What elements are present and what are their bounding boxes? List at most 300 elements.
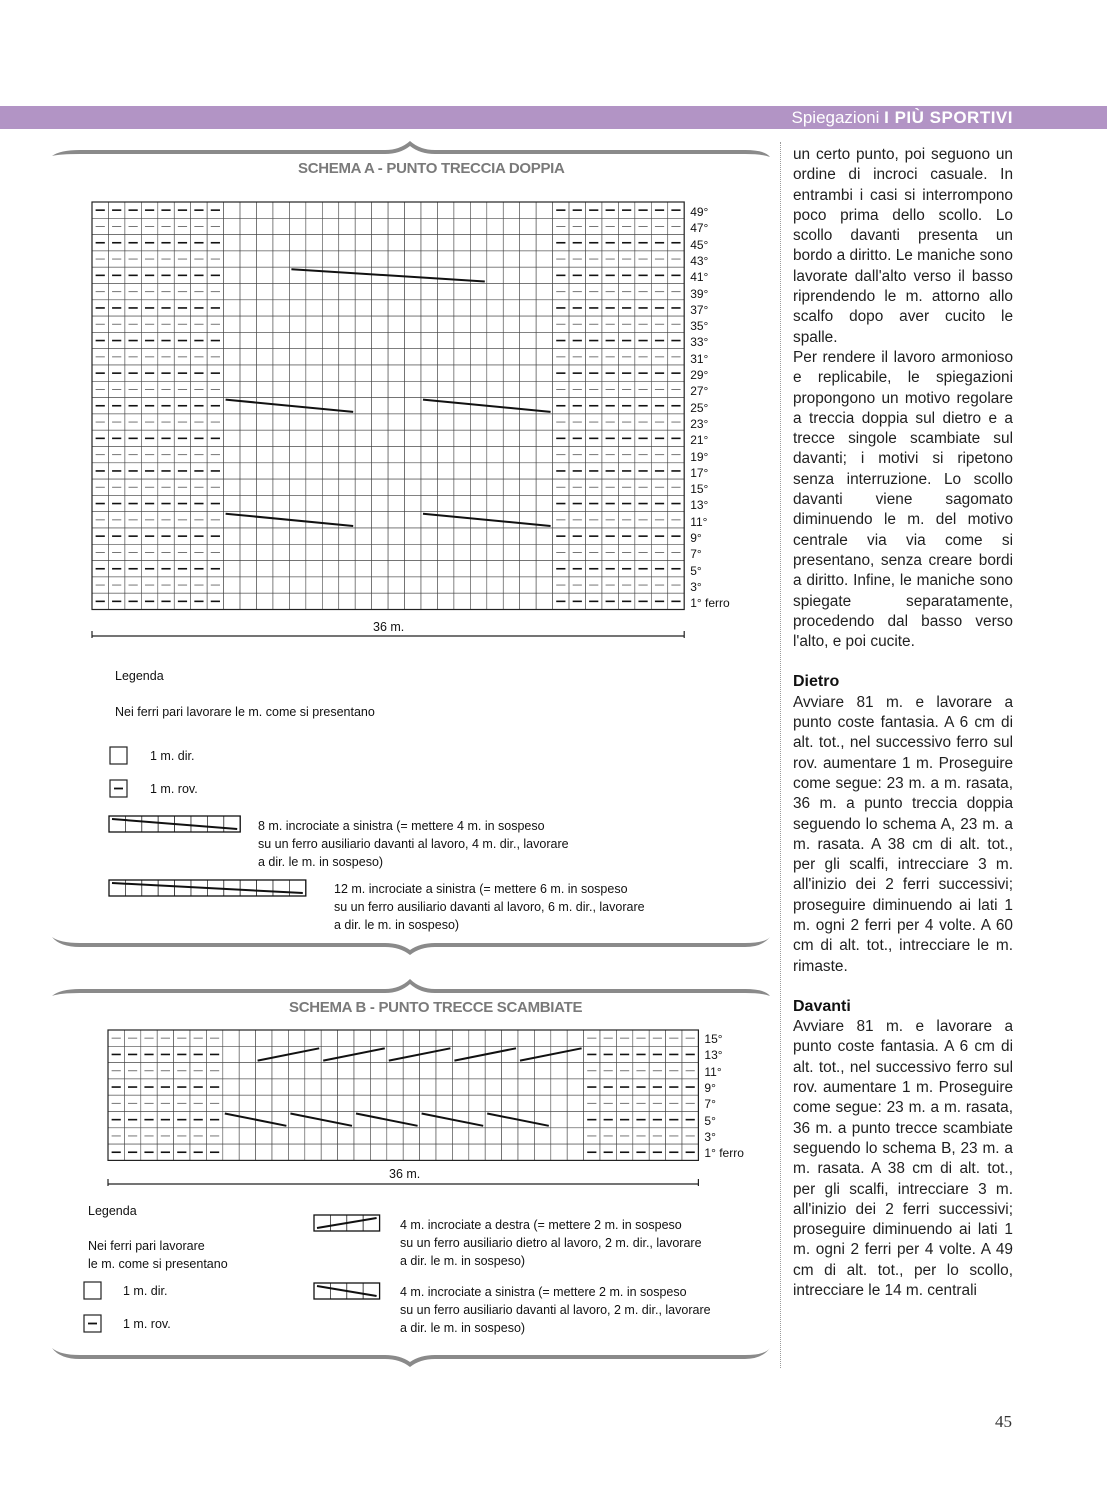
chart-cell: [322, 398, 338, 414]
legend-cable-cell: [125, 816, 141, 832]
header-kicker: Spiegazioni: [791, 108, 880, 127]
chart-cell: [503, 398, 519, 414]
chart-cell: [420, 1079, 436, 1095]
chart-cell: [240, 495, 256, 511]
chart-cell: [257, 332, 273, 348]
chart-cell: [487, 251, 503, 267]
schema-a-row-label: 35°: [690, 319, 709, 334]
chart-cell: [306, 577, 322, 593]
chart-cell: [520, 512, 536, 528]
chart-cell: [469, 1128, 485, 1144]
chart-cell: [355, 381, 371, 397]
chart-cell: [503, 218, 519, 234]
schema-b-grid: [108, 1030, 698, 1186]
chart-cell: [503, 463, 519, 479]
chart-cell: [421, 593, 437, 609]
chart-cell: [240, 316, 256, 332]
chart-cell: [306, 561, 322, 577]
instructions-column: [793, 145, 1013, 1301]
chart-cell: [503, 495, 519, 511]
chart-cell: [536, 593, 552, 609]
chart-cell: [469, 1063, 485, 1079]
chart-cell: [272, 1144, 288, 1160]
chart-cell: [437, 218, 453, 234]
chart-cell: [487, 479, 503, 495]
intro-paragraph-1: un certo punto, poi seguono un ordine di incroci casuale. In entrambi i casi si interrompono poco prima dello scollo. Lo scollo davanti presenta un bordo a diritto. Le maniche sono lavorate dall'alto verso il basso riprendendo le m. attorno allo scalfo dopo aver cucito le spalle.: [793, 146, 1013, 346]
chart-cell: [485, 1030, 501, 1046]
chart-cell: [452, 1079, 468, 1095]
chart-cell: [240, 251, 256, 267]
chart-cell: [388, 577, 404, 593]
chart-cell: [470, 561, 486, 577]
legend-cable-cell: [257, 880, 273, 896]
chart-cell: [388, 414, 404, 430]
chart-cell: [338, 1128, 354, 1144]
chart-cell: [305, 1128, 321, 1144]
chart-cell: [387, 1128, 403, 1144]
chart-cell: [503, 316, 519, 332]
chart-cell: [224, 561, 240, 577]
chart-cell: [551, 1095, 567, 1111]
chart-cell: [240, 300, 256, 316]
schema-a-row-label: 49°: [690, 205, 709, 219]
chart-cell: [405, 251, 421, 267]
chart-cell: [470, 300, 486, 316]
chart-cell: [273, 479, 289, 495]
chart-cell: [388, 463, 404, 479]
chart-cell: [536, 463, 552, 479]
chart-cell: [306, 430, 322, 446]
chart-cell: [403, 1128, 419, 1144]
chart-cell: [485, 1063, 501, 1079]
frame-a-bottom: [52, 937, 770, 955]
chart-cell: [503, 414, 519, 430]
chart-cell: [567, 1112, 583, 1128]
chart-cell: [520, 463, 536, 479]
chart-cell: [339, 447, 355, 463]
chart-cell: [452, 1063, 468, 1079]
chart-cell: [288, 1144, 304, 1160]
chart-cell: [355, 463, 371, 479]
chart-cell: [338, 1095, 354, 1111]
chart-cell: [355, 398, 371, 414]
chart-cell: [339, 284, 355, 300]
chart-cell: [339, 430, 355, 446]
chart-cell: [339, 316, 355, 332]
chart-cell: [289, 561, 305, 577]
chart-cell: [437, 447, 453, 463]
chart-cell: [338, 1079, 354, 1095]
chart-cell: [273, 235, 289, 251]
schema-b-legend-cable-left: 4 m. incrociate a sinistra (= mettere 2 m. in sospeso su un ferro ausiliario davanti al lavoro, 2 m. dir., lavorare a dir. le m. in sospeso): [400, 1285, 711, 1335]
chart-cell: [487, 447, 503, 463]
chart-cell: [372, 332, 388, 348]
chart-cell: [421, 495, 437, 511]
chart-cell: [321, 1030, 337, 1046]
chart-cell: [372, 512, 388, 528]
chart-cell: [437, 381, 453, 397]
chart-cell: [520, 284, 536, 300]
davanti-heading: Davanti: [793, 997, 851, 1015]
chart-cell: [437, 235, 453, 251]
chart-cell: [520, 349, 536, 365]
chart-cell: [273, 561, 289, 577]
chart-cell: [370, 1128, 386, 1144]
chart-cell: [321, 1095, 337, 1111]
schema-a-row-label: 9°: [690, 531, 702, 545]
chart-cell: [567, 1144, 583, 1160]
chart-cell: [388, 528, 404, 544]
chart-cell: [503, 349, 519, 365]
chart-cell: [520, 479, 536, 495]
chart-cell: [536, 251, 552, 267]
chart-cell: [306, 349, 322, 365]
chart-cell: [487, 349, 503, 365]
chart-cell: [388, 544, 404, 560]
chart-cell: [224, 414, 240, 430]
chart-cell: [503, 479, 519, 495]
chart-cell: [487, 561, 503, 577]
chart-cell: [370, 1095, 386, 1111]
chart-cell: [454, 577, 470, 593]
chart-cell: [322, 414, 338, 430]
chart-cell: [388, 512, 404, 528]
schema-a-row-label: 21°: [690, 433, 709, 448]
chart-cell: [536, 218, 552, 234]
chart-cell: [240, 349, 256, 365]
chart-cell: [355, 316, 371, 332]
chart-cell: [518, 1079, 534, 1095]
chart-cell: [256, 1030, 272, 1046]
chart-cell: [273, 414, 289, 430]
chart-cell: [355, 447, 371, 463]
chart-cell: [437, 284, 453, 300]
chart-cell: [372, 398, 388, 414]
chart-cell: [273, 300, 289, 316]
chart-cell: [224, 365, 240, 381]
chart-cell: [520, 381, 536, 397]
chart-cell: [306, 544, 322, 560]
schema-b-legend-title: Legenda: [88, 1204, 137, 1218]
chart-cell: [289, 202, 305, 218]
chart-cell: [487, 365, 503, 381]
chart-cell: [520, 398, 536, 414]
chart-cell: [469, 1079, 485, 1095]
chart-cell: [339, 349, 355, 365]
chart-cell: [355, 300, 371, 316]
chart-cell: [421, 577, 437, 593]
chart-cell: [224, 577, 240, 593]
chart-cell: [437, 349, 453, 365]
chart-cell: [322, 218, 338, 234]
chart-cell: [306, 463, 322, 479]
chart-cell: [306, 218, 322, 234]
chart-cell: [470, 284, 486, 300]
chart-cell: [355, 202, 371, 218]
chart-cell: [454, 365, 470, 381]
chart-cell: [551, 1112, 567, 1128]
chart-cell: [503, 251, 519, 267]
chart-cell: [289, 316, 305, 332]
chart-cell: [355, 251, 371, 267]
chart-cell: [239, 1030, 255, 1046]
chart-cell: [567, 1079, 583, 1095]
schema-b-legend-knit: 1 m. dir.: [123, 1284, 168, 1298]
chart-cell: [470, 218, 486, 234]
chart-cell: [470, 365, 486, 381]
chart-cell: [421, 381, 437, 397]
schema-b-row-label: 3°: [704, 1129, 716, 1144]
chart-cell: [452, 1128, 468, 1144]
chart-cell: [240, 284, 256, 300]
chart-cell: [272, 1030, 288, 1046]
chart-cell: [339, 414, 355, 430]
chart-cell: [240, 544, 256, 560]
chart-cell: [454, 251, 470, 267]
chart-cell: [306, 512, 322, 528]
schema-b-row-label: 15°: [704, 1032, 723, 1046]
chart-cell: [223, 1128, 239, 1144]
schema-a-row-label: 29°: [690, 368, 709, 382]
chart-cell: [354, 1128, 370, 1144]
frame-b-top: [52, 979, 770, 996]
schema-a-row-label: 17°: [690, 465, 709, 480]
chart-cell: [257, 284, 273, 300]
chart-cell: [437, 593, 453, 609]
chart-cell: [257, 479, 273, 495]
chart-cell: [454, 479, 470, 495]
chart-cell: [437, 528, 453, 544]
chart-cell: [322, 300, 338, 316]
schema-a-title: SCHEMA A - PUNTO TRECCIA DOPPIA: [298, 160, 565, 177]
chart-cell: [372, 544, 388, 560]
legend-cable-cell: [224, 816, 240, 832]
chart-cell: [257, 398, 273, 414]
chart-cell: [240, 463, 256, 479]
chart-cell: [520, 251, 536, 267]
chart-cell: [257, 544, 273, 560]
chart-cell: [224, 349, 240, 365]
chart-cell: [520, 577, 536, 593]
chart-cell: [338, 1030, 354, 1046]
chart-cell: [224, 284, 240, 300]
chart-cell: [487, 528, 503, 544]
chart-cell: [405, 430, 421, 446]
chart-cell: [240, 577, 256, 593]
chart-cell: [354, 1063, 370, 1079]
chart-cell: [288, 1063, 304, 1079]
chart-cell: [273, 349, 289, 365]
chart-cell: [239, 1095, 255, 1111]
chart-cell: [420, 1030, 436, 1046]
chart-cell: [224, 300, 240, 316]
chart-cell: [288, 1095, 304, 1111]
chart-cell: [405, 544, 421, 560]
schema-a-row-label: 43°: [690, 253, 709, 268]
chart-cell: [437, 577, 453, 593]
chart-cell: [372, 316, 388, 332]
chart-cell: [405, 349, 421, 365]
chart-cell: [551, 1144, 567, 1160]
chart-cell: [387, 1063, 403, 1079]
chart-cell: [288, 1128, 304, 1144]
chart-cell: [437, 479, 453, 495]
chart-cell: [289, 251, 305, 267]
davanti-paragraph: Avviare 81 m. e lavorare a punto coste fantasia. A 6 cm di alt. tot., nel successivo ferro sul rov. aumentare 1 m. Proseguire come segue: 23 m. a m. rasata, 36 m. a punto trecce scambiate seguendo lo schema B, 23 m. a m. rasata. A 38 cm di alt. tot., per gli scalfi, intrecciare 3 m. all'inizio dei 2 ferri successivi; proseguire diminuendo ai lati 1 m. ogni 2 ferri per 4 volte. A 49 cm di alt. tot., per lo scollo, intrecciare le 14 m. centrali: [793, 1018, 1013, 1300]
chart-cell: [257, 251, 273, 267]
chart-cell: [339, 544, 355, 560]
chart-cell: [518, 1030, 534, 1046]
chart-cell: [257, 447, 273, 463]
chart-cell: [224, 235, 240, 251]
schema-a-row-label: 39°: [690, 286, 709, 301]
chart-cell: [257, 495, 273, 511]
chart-cell: [273, 332, 289, 348]
chart-cell: [339, 365, 355, 381]
chart-cell: [355, 218, 371, 234]
chart-cell: [388, 316, 404, 332]
chart-cell: [257, 316, 273, 332]
chart-cell: [487, 593, 503, 609]
chart-cell: [503, 332, 519, 348]
chart-cell: [421, 218, 437, 234]
chart-cell: [306, 251, 322, 267]
chart-cell: [405, 267, 421, 283]
schema-a-row-label: 15°: [690, 482, 709, 497]
chart-cell: [273, 218, 289, 234]
chart-cell: [520, 544, 536, 560]
chart-cell: [470, 251, 486, 267]
schema-a-row-label: 33°: [690, 335, 709, 350]
chart-cell: [289, 414, 305, 430]
chart-cell: [487, 284, 503, 300]
chart-cell: [452, 1144, 468, 1160]
chart-cell: [405, 463, 421, 479]
chart-cell: [518, 1063, 534, 1079]
chart-cell: [240, 235, 256, 251]
chart-cell: [224, 544, 240, 560]
chart-cell: [240, 479, 256, 495]
chart-cell: [405, 300, 421, 316]
chart-cell: [322, 202, 338, 218]
chart-cell: [405, 284, 421, 300]
chart-cell: [273, 381, 289, 397]
schema-a-row-label: 31°: [690, 351, 709, 366]
chart-cell: [273, 430, 289, 446]
chart-cell: [388, 398, 404, 414]
chart-cell: [223, 1046, 239, 1062]
schema-b-legend-note: Nei ferri pari lavorare le m. come si presentano: [88, 1239, 228, 1271]
chart-cell: [289, 365, 305, 381]
chart-cell: [454, 430, 470, 446]
chart-cell: [322, 332, 338, 348]
chart-cell: [454, 544, 470, 560]
chart-cell: [437, 267, 453, 283]
chart-cell: [534, 1063, 550, 1079]
chart-cell: [257, 430, 273, 446]
chart-cell: [487, 202, 503, 218]
chart-cell: [339, 218, 355, 234]
chart-cell: [322, 316, 338, 332]
chart-cell: [520, 202, 536, 218]
chart-cell: [487, 381, 503, 397]
chart-cell: [339, 577, 355, 593]
chart-cell: [405, 398, 421, 414]
schema-a-row-label: 11°: [690, 514, 708, 529]
chart-cell: [503, 512, 519, 528]
chart-cell: [503, 284, 519, 300]
chart-cell: [388, 430, 404, 446]
chart-cell: [470, 577, 486, 593]
chart-cell: [305, 1144, 321, 1160]
chart-cell: [536, 577, 552, 593]
chart-cell: [421, 479, 437, 495]
chart-cell: [487, 495, 503, 511]
chart-cell: [503, 561, 519, 577]
chart-cell: [257, 414, 273, 430]
chart-cell: [421, 300, 437, 316]
chart-cell: [551, 1128, 567, 1144]
legend-knit-symbol: [84, 1282, 101, 1299]
chart-cell: [454, 332, 470, 348]
chart-cell: [321, 1128, 337, 1144]
chart-cell: [503, 235, 519, 251]
chart-cell: [421, 349, 437, 365]
frame-b-bottom: [52, 1348, 770, 1367]
chart-cell: [405, 577, 421, 593]
dietro-paragraph: Avviare 81 m. e lavorare a punto coste fantasia. A 6 cm di alt. tot., nel successivo ferro sul rov. aumentare 1 m. Proseguire come segue: 23 m. a m. rasata, 36 m. a punto treccia doppia seguendo lo schema A, 23 m. a m. rasata. A 38 cm di alt. tot., per gli scalfi, intrecciare 3 m. all'inizio dei 2 ferri successivi; proseguire diminuendo ai lati 1 m. ogni 2 ferri per 4 volte. A 60 cm di alt. tot., intrecciare le m. rimaste.: [793, 693, 1013, 975]
schema-a-row-label: 3°: [690, 579, 702, 594]
chart-cell: [421, 528, 437, 544]
chart-cell: [339, 300, 355, 316]
chart-cell: [454, 349, 470, 365]
legend-knit-symbol: [110, 747, 127, 764]
chart-cell: [487, 316, 503, 332]
schema-a-row-label: 41°: [690, 270, 709, 285]
legend-cable-cell: [207, 816, 223, 832]
schema-b-row-label: 13°: [704, 1048, 723, 1063]
chart-cell: [372, 235, 388, 251]
chart-cell: [372, 528, 388, 544]
chart-cell: [387, 1095, 403, 1111]
chart-cell: [520, 365, 536, 381]
chart-cell: [289, 235, 305, 251]
chart-cell: [388, 300, 404, 316]
chart-cell: [239, 1128, 255, 1144]
chart-cell: [322, 365, 338, 381]
chart-cell: [420, 1063, 436, 1079]
chart-cell: [322, 593, 338, 609]
chart-cell: [502, 1030, 518, 1046]
legend-cable-cell: [240, 880, 256, 896]
chart-cell: [354, 1144, 370, 1160]
chart-cell: [470, 479, 486, 495]
chart-cell: [421, 284, 437, 300]
chart-cell: [388, 332, 404, 348]
chart-cell: [322, 495, 338, 511]
chart-cell: [454, 561, 470, 577]
chart-cell: [454, 202, 470, 218]
chart-cell: [388, 349, 404, 365]
chart-cell: [306, 479, 322, 495]
schema-a-row-label: 5°: [690, 563, 702, 578]
chart-cell: [487, 235, 503, 251]
chart-cell: [503, 577, 519, 593]
chart-cell: [405, 414, 421, 430]
chart-cell: [534, 1079, 550, 1095]
chart-cell: [421, 544, 437, 560]
chart-cell: [534, 1095, 550, 1111]
